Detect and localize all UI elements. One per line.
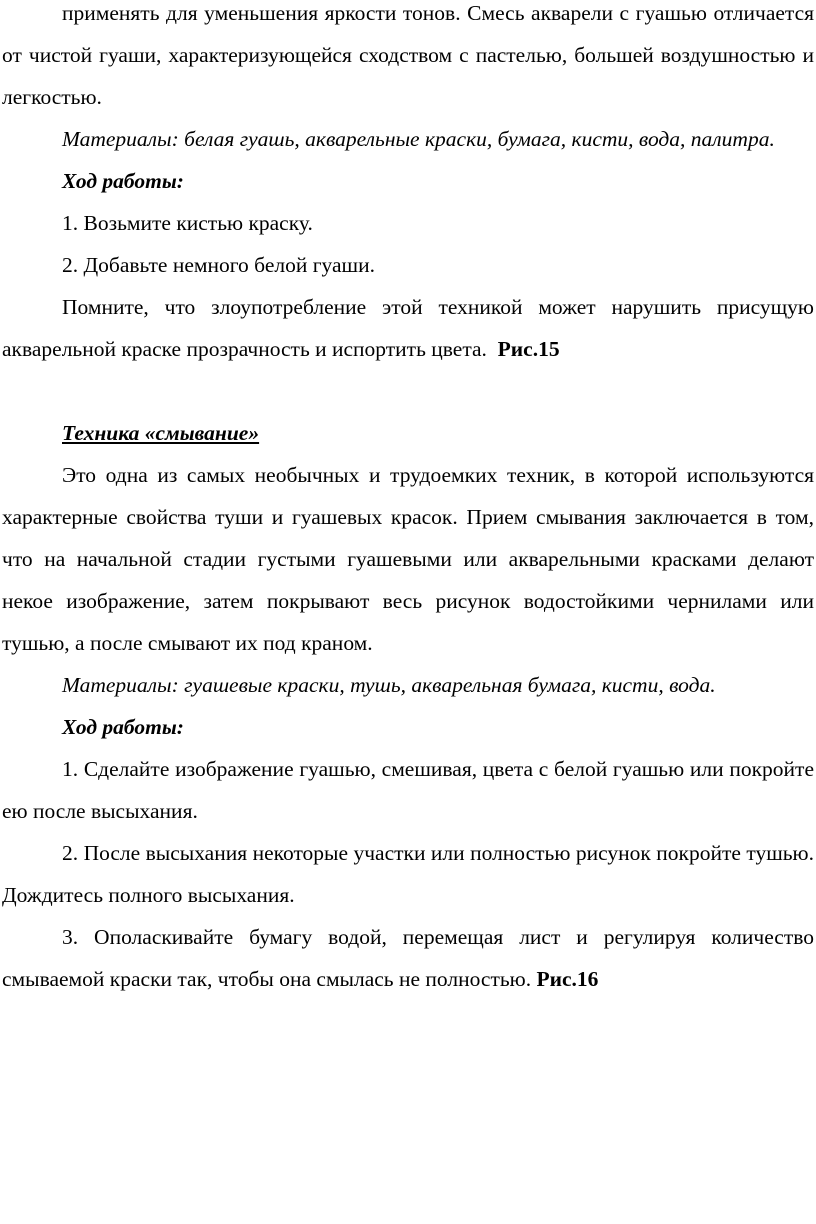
note-text: Помните, что злоупотребление этой техникой может нарушить присущую акварельной краске прозрачность и испортить цвета. [2, 295, 814, 361]
figure-ref-15: Рис.15 [497, 337, 560, 361]
workflow-heading-2: Ход работы: [62, 715, 184, 739]
technique-heading-line [2, 412, 814, 454]
materials-list-1: Материалы: белая гуашь, акварельные краски, бумага, кисти, вода, палитра. [62, 127, 775, 151]
step-2-3-paragraph [2, 916, 814, 1000]
step-1-1: 1. Возьмите кистью краску. [62, 211, 313, 235]
note-paragraph [2, 286, 814, 370]
figure-ref-16: Рис.16 [536, 967, 599, 991]
paragraph-intro: применять для уменьшения яркости тонов. Смесь акварели с гуашью отличается от чистой гуаши, характеризующейся сходством с пастелью, большей воздушностью и легкостью. [2, 1, 814, 109]
step-2-2: 2. После высыхания некоторые участки или полностью рисунок покройте тушью. Дождитесь полного высыхания. [2, 841, 814, 907]
materials-list-2: Материалы: гуашевые краски, тушь, акварельная бумага, кисти, вода. [62, 673, 716, 697]
technique-description: Это одна из самых необычных и трудоемких техник, в которой используются характерные свойства туши и гуашевых красок. Прием смывания заключается в том, что на начальной стадии густыми гуашевыми или акварельными красками делают некое изображение, затем покрывают весь рисунок водостойкими чернилами или тушью, а после смывают их под краном. [2, 463, 814, 655]
section-spacer [2, 370, 814, 412]
step-2-3: 3. Ополаскивайте бумагу водой, перемещая лист и регулируя количество смываемой краски так, чтобы она смылась не полностью. [2, 925, 814, 991]
step-2-1: 1. Сделайте изображение гуашью, смешивая, цвета с белой гуашью или покройте ею после высыхания. [2, 757, 814, 823]
step-1-2: 2. Добавьте немного белой гуаши. [62, 253, 375, 277]
workflow-heading-1: Ход работы: [62, 169, 184, 193]
technique-heading: Техника «смывание» [62, 421, 260, 445]
